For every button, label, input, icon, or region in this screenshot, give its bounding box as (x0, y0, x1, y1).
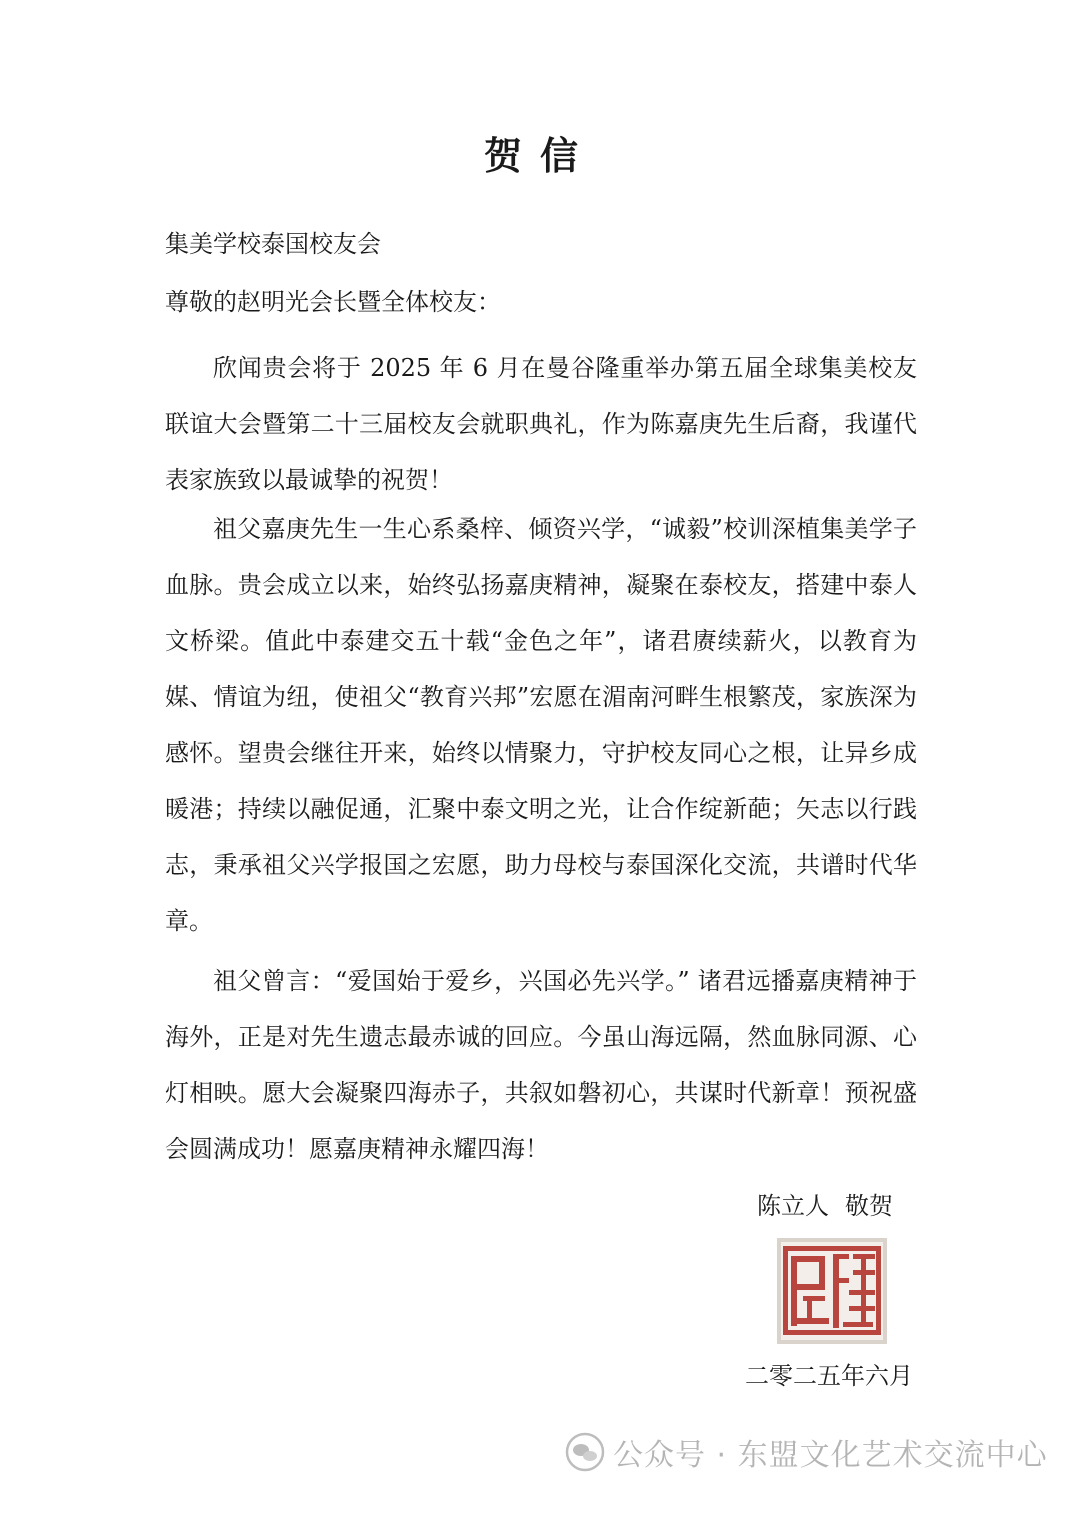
recipient-line: 集美学校泰国校友会 (165, 230, 381, 258)
red-square-seal-icon (777, 1238, 887, 1344)
watermark (565, 1428, 1048, 1476)
salutation-line: 尊敬的赵明光会长暨全体校友： (165, 288, 501, 316)
watermark-text: 公众号 · 东盟文化艺术交流中心 (613, 1438, 1048, 1473)
body-paragraph-1: 欣闻贵会将于 2025 年 6 月在曼谷隆重举办第五届全球集美校友联谊大会暨第二十三届校友会就职典礼，作为陈嘉庚先生后裔，我谨代表家族致以最诚挚的祝贺！ (165, 354, 917, 494)
body-paragraph-3: 祖父曾言：“爱国始于爱乡，兴国必先兴学。” 诸君远播嘉庚精神于海外，正是对先生遗志最赤诚的回应。今虽山海远隔，然血脉同源、心灯相映。愿大会凝聚四海赤子，共叙如磐初心，共谋时代新章！预祝盛会圆满成功！愿嘉庚精神永耀四海！ (165, 967, 917, 1163)
signer-name: 陈立人 (757, 1192, 829, 1220)
wechat-account-icon (565, 1432, 605, 1472)
letter-title: 贺信 (483, 133, 596, 178)
letter-date: 二零二五年六月 (745, 1362, 913, 1390)
signoff-text: 敬贺 (845, 1192, 893, 1220)
body-paragraph-2: 祖父嘉庚先生一生心系桑梓、倾资兴学，“诚毅”校训深植集美学子血脉。贵会成立以来，始终弘扬嘉庚精神，凝聚在泰校友，搭建中泰人文桥梁。值此中泰建交五十载“金色之年”，诸君赓续薪火，以教育为媒、情谊为纽，使祖父“教育兴邦”宏愿在湄南河畔生根繁茂，家族深为感怀。望贵会继往开来，始终以情聚力，守护校友同心之根，让异乡成暖港；持续以融促通，汇聚中泰文明之光，让合作绽新葩；矢志以行践志，秉承祖父兴学报国之宏愿，助力母校与泰国深化交流，共谱时代华章。 (165, 515, 917, 935)
signature-line (757, 1186, 893, 1226)
